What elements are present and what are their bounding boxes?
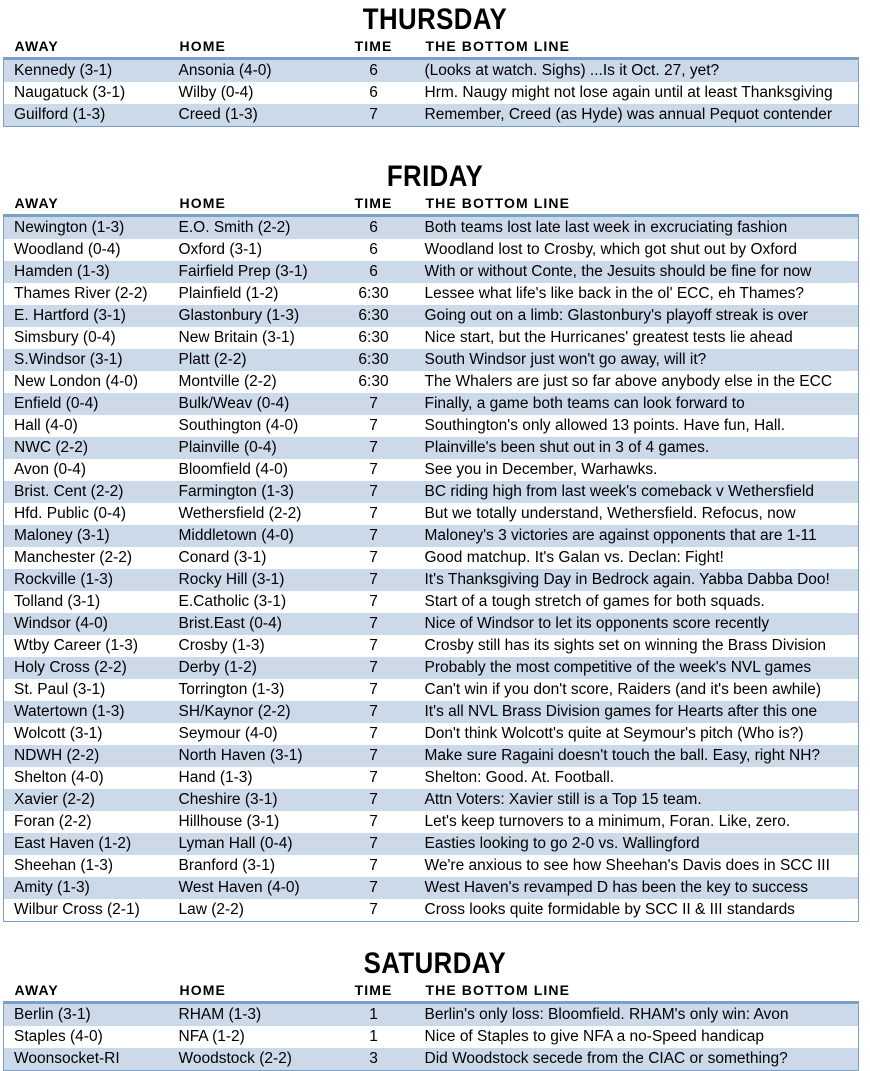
cell-time: 6 <box>369 241 378 258</box>
cell-time: 7 <box>369 681 378 698</box>
table-row <box>4 591 859 613</box>
table-row <box>4 877 859 899</box>
table-row <box>4 349 859 371</box>
section-gap <box>0 127 870 157</box>
cell-away-team: East Haven (1-2) <box>14 835 132 852</box>
schedule-table <box>3 193 859 922</box>
table-row <box>4 657 859 679</box>
cell-home-team: Glastonbury (1-3) <box>178 307 300 324</box>
cell-bottom-line: We're anxious to see how Sheehan's Davis does in SCC III <box>424 857 830 874</box>
cell-home-team: Derby (1-2) <box>178 659 257 676</box>
cell-bottom-line: Attn Voters: Xavier still is a Top 15 team. <box>424 791 702 808</box>
day-block <box>0 944 870 1071</box>
cell-time: 1 <box>369 1006 378 1023</box>
cell-away-team: Enfield (0-4) <box>14 395 99 412</box>
cell-away-team: Maloney (3-1) <box>14 527 110 544</box>
cell-bottom-line: Maloney's 3 victories are against opponents that are 1-11 <box>424 527 817 544</box>
cell-home-team: SH/Kaynor (2-2) <box>178 703 291 720</box>
cell-bottom-line: Easties looking to go 2-0 vs. Wallingford <box>424 835 700 852</box>
cell-bottom-line: Hrm. Naugy might not lose again until at least Thanksgiving <box>424 84 833 101</box>
column-header-bottom-line: THE BOTTOM LINE <box>408 980 859 1003</box>
cell-time: 7 <box>369 439 378 456</box>
cell-bottom-line: BC riding high from last week's comeback v Wethersfield <box>424 483 814 500</box>
cell-home-team: Law (2-2) <box>178 901 244 918</box>
cell-bottom-line: Southington's only allowed 13 points. Have fun, Hall. <box>424 417 786 434</box>
cell-time: 6 <box>369 84 378 101</box>
cell-bottom-line: South Windsor just won't go away, will it? <box>424 351 707 368</box>
cell-home-team: Southington (4-0) <box>178 417 299 434</box>
cell-home-team: RHAM (1-3) <box>178 1006 262 1023</box>
cell-home-team: Seymour (4-0) <box>178 725 278 742</box>
cell-time: 6 <box>369 263 378 280</box>
table-row <box>4 899 859 922</box>
cell-home-team: Plainville (0-4) <box>178 439 277 456</box>
table-row <box>4 393 859 415</box>
cell-bottom-line: Cross looks quite formidable by SCC II & III standards <box>424 901 795 918</box>
column-header-home: HOME <box>172 980 340 1003</box>
cell-bottom-line: It's all NVL Brass Division games for Hearts after this one <box>424 703 818 720</box>
cell-bottom-line: But we totally understand, Wethersfield. Refocus, now <box>424 505 796 522</box>
cell-bottom-line: Berlin's only loss: Bloomfield. RHAM's only win: Avon <box>424 1006 789 1023</box>
cell-time: 7 <box>369 813 378 830</box>
cell-bottom-line: It's Thanksgiving Day in Bedrock again. Yabba Dabba Doo! <box>424 571 830 588</box>
table-row <box>4 855 859 877</box>
column-header-away: AWAY <box>4 980 172 1003</box>
cell-bottom-line: Shelton: Good. At. Football. <box>424 769 615 786</box>
cell-bottom-line: (Looks at watch. Sighs) ...Is it Oct. 27, yet? <box>424 62 720 79</box>
cell-home-team: Wilby (0-4) <box>178 84 254 101</box>
cell-away-team: Hamden (1-3) <box>14 263 110 280</box>
day-title-wrap <box>0 944 870 980</box>
table-header-row <box>4 193 859 216</box>
table-row <box>4 59 859 83</box>
cell-away-team: Naugatuck (3-1) <box>14 84 126 101</box>
cell-time: 7 <box>369 901 378 918</box>
cell-bottom-line: Did Woodstock secede from the CIAC or something? <box>424 1050 788 1067</box>
cell-away-team: Wtby Career (1-3) <box>14 637 139 654</box>
column-header-home: HOME <box>172 36 340 59</box>
cell-home-team: E.O. Smith (2-2) <box>178 219 291 236</box>
cell-time: 7 <box>369 703 378 720</box>
cell-time: 7 <box>369 725 378 742</box>
cell-bottom-line: Don't think Wolcott's quite at Seymour's pitch (Who is?) <box>424 725 804 742</box>
cell-away-team: Tolland (3-1) <box>14 593 101 610</box>
cell-bottom-line: Nice of Windsor to let its opponents score recently <box>424 615 770 632</box>
cell-bottom-line: Good matchup. It's Galan vs. Declan: Fight! <box>424 549 724 566</box>
table-row <box>4 613 859 635</box>
cell-away-team: Thames River (2-2) <box>14 285 148 302</box>
cell-time: 6:30 <box>358 307 389 324</box>
column-header-bottom-line: THE BOTTOM LINE <box>408 36 859 59</box>
cell-home-team: West Haven (4-0) <box>178 879 300 896</box>
schedule-table <box>3 36 859 127</box>
cell-home-team: North Haven (3-1) <box>178 747 303 764</box>
cell-away-team: Shelton (4-0) <box>14 769 104 786</box>
table-row <box>4 1026 859 1048</box>
cell-bottom-line: Lessee what life's like back in the ol' ECC, eh Thames? <box>424 285 805 302</box>
cell-time: 7 <box>369 659 378 676</box>
cell-away-team: Brist. Cent (2-2) <box>14 483 124 500</box>
cell-time: 7 <box>369 835 378 852</box>
cell-time: 7 <box>369 615 378 632</box>
cell-home-team: Lyman Hall (0-4) <box>178 835 293 852</box>
table-row <box>4 811 859 833</box>
cell-time: 7 <box>369 549 378 566</box>
cell-away-team: Sheehan (1-3) <box>14 857 114 874</box>
cell-time: 7 <box>369 747 378 764</box>
day-title-wrap <box>0 0 870 36</box>
cell-time: 7 <box>369 857 378 874</box>
cell-away-team: Guilford (1-3) <box>14 106 106 123</box>
table-row <box>4 1048 859 1071</box>
cell-time: 6 <box>369 62 378 79</box>
schedule-table <box>3 980 859 1071</box>
cell-home-team: Oxford (3-1) <box>178 241 263 258</box>
cell-away-team: E. Hartford (3-1) <box>14 307 126 324</box>
cell-bottom-line: Probably the most competitive of the week's NVL games <box>424 659 812 676</box>
column-header-time: TIME <box>340 36 408 59</box>
cell-time: 1 <box>369 1028 378 1045</box>
column-header-away: AWAY <box>4 36 172 59</box>
cell-bottom-line: Can't win if you don't score, Raiders (and it's been awhile) <box>424 681 822 698</box>
day-title: FRIDAY <box>386 160 484 193</box>
cell-away-team: Rockville (1-3) <box>14 571 114 588</box>
column-header-away: AWAY <box>4 193 172 216</box>
table-row <box>4 503 859 525</box>
cell-away-team: S.Windsor (3-1) <box>14 351 123 368</box>
cell-time: 7 <box>369 417 378 434</box>
column-header-time: TIME <box>340 193 408 216</box>
table-row <box>4 723 859 745</box>
cell-away-team: Berlin (3-1) <box>14 1006 91 1023</box>
cell-home-team: Montville (2-2) <box>178 373 277 390</box>
day-title: SATURDAY <box>363 947 507 980</box>
cell-home-team: Hand (1-3) <box>178 769 253 786</box>
cell-home-team: Bloomfield (4-0) <box>178 461 288 478</box>
cell-bottom-line: Let's keep turnovers to a minimum, Foran. Like, zero. <box>424 813 791 830</box>
cell-time: 3 <box>369 1050 378 1067</box>
cell-home-team: Bulk/Weav (0-4) <box>178 395 290 412</box>
cell-away-team: Watertown (1-3) <box>14 703 125 720</box>
cell-bottom-line: Start of a tough stretch of games for both squads. <box>424 593 765 610</box>
column-header-bottom-line: THE BOTTOM LINE <box>408 193 859 216</box>
table-row <box>4 239 859 261</box>
cell-time: 7 <box>369 571 378 588</box>
cell-home-team: Rocky Hill (3-1) <box>178 571 285 588</box>
cell-time: 7 <box>369 505 378 522</box>
cell-home-team: Hillhouse (3-1) <box>178 813 280 830</box>
cell-away-team: Windsor (4-0) <box>14 615 108 632</box>
cell-bottom-line: Nice start, but the Hurricanes' greatest tests lie ahead <box>424 329 793 346</box>
cell-home-team: Plainfield (1-2) <box>178 285 279 302</box>
cell-away-team: Amity (1-3) <box>14 879 90 896</box>
cell-bottom-line: Woodland lost to Crosby, which got shut out by Oxford <box>424 241 797 258</box>
cell-time: 6:30 <box>358 373 389 390</box>
day-block <box>0 0 870 127</box>
cell-bottom-line: With or without Conte, the Jesuits should be fine for now <box>424 263 812 280</box>
cell-time: 6:30 <box>358 285 389 302</box>
cell-home-team: New Britain (3-1) <box>178 329 295 346</box>
cell-home-team: E.Catholic (3-1) <box>178 593 287 610</box>
cell-bottom-line: Plainville's been shut out in 3 of 4 games. <box>424 439 710 456</box>
table-row <box>4 371 859 393</box>
cell-time: 7 <box>369 791 378 808</box>
cell-bottom-line: Going out on a limb: Glastonbury's playoff streak is over <box>424 307 808 324</box>
day-block <box>0 157 870 922</box>
cell-away-team: Foran (2-2) <box>14 813 92 830</box>
cell-away-team: St. Paul (3-1) <box>14 681 106 698</box>
table-row <box>4 305 859 327</box>
cell-away-team: Simsbury (0-4) <box>14 329 116 346</box>
cell-bottom-line: Nice of Staples to give NFA a no-Speed handicap <box>424 1028 764 1045</box>
cell-away-team: Hfd. Public (0-4) <box>14 505 126 522</box>
cell-time: 7 <box>369 527 378 544</box>
table-row <box>4 216 859 240</box>
column-header-time: TIME <box>340 980 408 1003</box>
cell-home-team: Farmington (1-3) <box>178 483 294 500</box>
table-body <box>4 59 859 127</box>
cell-home-team: Fairfield Prep (3-1) <box>178 263 308 280</box>
cell-time: 7 <box>369 395 378 412</box>
cell-bottom-line: The Whalers are just so far above anybody else in the ECC <box>424 373 833 390</box>
cell-bottom-line: Remember, Creed (as Hyde) was annual Pequot contender <box>424 106 833 123</box>
cell-home-team: Crosby (1-3) <box>178 637 265 654</box>
cell-away-team: Holy Cross (2-2) <box>14 659 127 676</box>
cell-bottom-line: Finally, a game both teams can look forward to <box>424 395 745 412</box>
cell-away-team: Xavier (2-2) <box>14 791 95 808</box>
table-row <box>4 261 859 283</box>
cell-away-team: Woodland (0-4) <box>14 241 121 258</box>
cell-time: 7 <box>369 637 378 654</box>
cell-away-team: New London (4-0) <box>14 373 139 390</box>
cell-time: 6:30 <box>358 351 389 368</box>
cell-time: 6:30 <box>358 329 389 346</box>
cell-away-team: Wolcott (3-1) <box>14 725 103 742</box>
cell-time: 7 <box>369 769 378 786</box>
cell-bottom-line: West Haven's revamped D has been the key to success <box>424 879 808 896</box>
cell-away-team: Avon (0-4) <box>14 461 87 478</box>
cell-time: 6 <box>369 219 378 236</box>
cell-home-team: Woodstock (2-2) <box>178 1050 292 1067</box>
table-body <box>4 1003 859 1071</box>
cell-away-team: Manchester (2-2) <box>14 549 133 566</box>
cell-bottom-line: Make sure Ragaini doesn't touch the ball. Easy, right NH? <box>424 747 821 764</box>
cell-time: 7 <box>369 461 378 478</box>
cell-home-team: Ansonia (4-0) <box>178 62 272 79</box>
table-row <box>4 327 859 349</box>
cell-time: 7 <box>369 879 378 896</box>
cell-away-team: Kennedy (3-1) <box>14 62 113 79</box>
table-row <box>4 283 859 305</box>
cell-away-team: NDWH (2-2) <box>14 747 100 764</box>
section-gap <box>0 922 870 944</box>
table-row <box>4 679 859 701</box>
table-row <box>4 437 859 459</box>
cell-bottom-line: Both teams lost late last week in excruciating fashion <box>424 219 788 236</box>
table-body <box>4 216 859 922</box>
day-title-wrap <box>0 157 870 193</box>
table-header-row <box>4 36 859 59</box>
table-row <box>4 745 859 767</box>
cell-away-team: NWC (2-2) <box>14 439 89 456</box>
cell-home-team: Platt (2-2) <box>178 351 247 368</box>
cell-home-team: Branford (3-1) <box>178 857 275 874</box>
table-row <box>4 525 859 547</box>
cell-away-team: Woonsocket-RI <box>14 1050 120 1067</box>
cell-away-team: Hall (4-0) <box>14 417 78 434</box>
cell-home-team: Wethersfield (2-2) <box>178 505 302 522</box>
cell-home-team: Torrington (1-3) <box>178 681 285 698</box>
table-row <box>4 481 859 503</box>
column-header-home: HOME <box>172 193 340 216</box>
table-row <box>4 833 859 855</box>
table-row <box>4 459 859 481</box>
table-row <box>4 701 859 723</box>
cell-time: 7 <box>369 483 378 500</box>
day-title: THURSDAY <box>362 3 508 36</box>
table-row <box>4 82 859 104</box>
table-row <box>4 1003 859 1027</box>
table-row <box>4 767 859 789</box>
table-row <box>4 547 859 569</box>
cell-home-team: NFA (1-2) <box>178 1028 245 1045</box>
table-row <box>4 635 859 657</box>
cell-home-team: Creed (1-3) <box>178 106 258 123</box>
cell-away-team: Staples (4-0) <box>14 1028 103 1045</box>
cell-bottom-line: See you in December, Warhawks. <box>424 461 658 478</box>
table-row <box>4 415 859 437</box>
cell-away-team: Newington (1-3) <box>14 219 125 236</box>
cell-home-team: Middletown (4-0) <box>178 527 294 544</box>
table-header-row <box>4 980 859 1003</box>
cell-away-team: Wilbur Cross (2-1) <box>14 901 140 918</box>
table-row <box>4 569 859 591</box>
cell-home-team: Brist.East (0-4) <box>178 615 282 632</box>
cell-bottom-line: Crosby still has its sights set on winning the Brass Division <box>424 637 826 654</box>
table-row <box>4 789 859 811</box>
cell-time: 7 <box>369 106 378 123</box>
cell-home-team: Cheshire (3-1) <box>178 791 278 808</box>
cell-home-team: Conard (3-1) <box>178 549 267 566</box>
cell-time: 7 <box>369 593 378 610</box>
table-row <box>4 104 859 127</box>
